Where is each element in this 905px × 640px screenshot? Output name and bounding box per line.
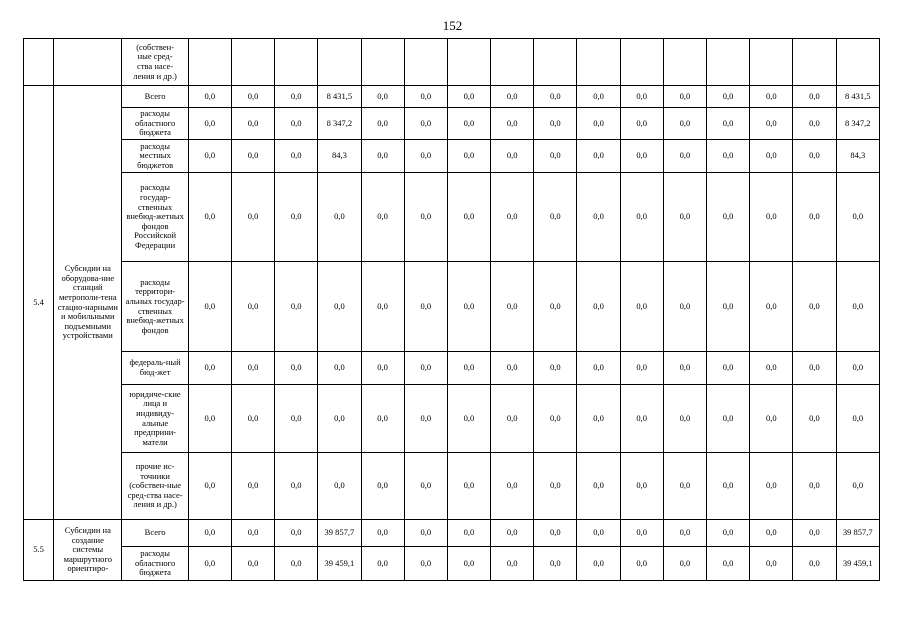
value-cell: 39 459,1 bbox=[318, 547, 361, 581]
value-cell: 0,0 bbox=[707, 385, 750, 453]
value-cell: 0,0 bbox=[534, 520, 577, 547]
value-cell: 0,0 bbox=[620, 385, 663, 453]
value-cell: 0,0 bbox=[491, 86, 534, 108]
table-row bbox=[24, 262, 880, 352]
value-cell: 0,0 bbox=[793, 453, 836, 520]
value-cell: 0,0 bbox=[620, 547, 663, 581]
value-cell bbox=[750, 39, 793, 86]
value-cell: 0,0 bbox=[793, 262, 836, 352]
value-cell: 0,0 bbox=[707, 140, 750, 173]
value-cell: 0,0 bbox=[836, 173, 879, 262]
value-cell: 0,0 bbox=[793, 352, 836, 385]
value-cell: 0,0 bbox=[447, 453, 490, 520]
value-cell: 0,0 bbox=[620, 453, 663, 520]
value-cell: 0,0 bbox=[361, 453, 404, 520]
value-cell: 0,0 bbox=[275, 86, 318, 108]
value-cell: 0,0 bbox=[793, 140, 836, 173]
value-cell: 0,0 bbox=[620, 520, 663, 547]
row-number-cell: 5.4 bbox=[24, 86, 54, 520]
value-cell: 0,0 bbox=[577, 262, 620, 352]
value-cell: 0,0 bbox=[361, 547, 404, 581]
value-cell: 0,0 bbox=[577, 86, 620, 108]
value-cell: 8 347,2 bbox=[318, 108, 361, 140]
value-cell: 8 347,2 bbox=[836, 108, 879, 140]
value-cell: 0,0 bbox=[577, 520, 620, 547]
row-number-cell bbox=[24, 39, 54, 86]
value-cell: 0,0 bbox=[318, 453, 361, 520]
value-cell: 0,0 bbox=[231, 86, 274, 108]
funding-source-cell: юридиче-ские лица и индивиду-альные предприни-матели bbox=[122, 385, 188, 453]
value-cell: 0,0 bbox=[750, 86, 793, 108]
value-cell: 0,0 bbox=[707, 108, 750, 140]
value-cell: 0,0 bbox=[663, 173, 706, 262]
value-cell: 0,0 bbox=[750, 385, 793, 453]
value-cell: 0,0 bbox=[663, 352, 706, 385]
value-cell: 0,0 bbox=[534, 262, 577, 352]
value-cell: 84,3 bbox=[836, 140, 879, 173]
value-cell: 0,0 bbox=[663, 262, 706, 352]
value-cell: 0,0 bbox=[275, 108, 318, 140]
table-row bbox=[24, 547, 880, 581]
value-cell: 0,0 bbox=[750, 453, 793, 520]
value-cell: 0,0 bbox=[231, 140, 274, 173]
value-cell: 0,0 bbox=[275, 140, 318, 173]
value-cell: 0,0 bbox=[663, 520, 706, 547]
value-cell: 0,0 bbox=[620, 108, 663, 140]
value-cell: 0,0 bbox=[707, 86, 750, 108]
value-cell: 0,0 bbox=[534, 108, 577, 140]
value-cell bbox=[836, 39, 879, 86]
value-cell: 0,0 bbox=[404, 108, 447, 140]
funding-source-cell: расходы областного бюджета bbox=[122, 108, 188, 140]
value-cell: 0,0 bbox=[188, 547, 231, 581]
value-cell: 0,0 bbox=[231, 108, 274, 140]
value-cell: 0,0 bbox=[663, 86, 706, 108]
value-cell: 0,0 bbox=[750, 352, 793, 385]
value-cell: 0,0 bbox=[534, 453, 577, 520]
value-cell: 0,0 bbox=[361, 520, 404, 547]
value-cell: 0,0 bbox=[318, 262, 361, 352]
value-cell: 0,0 bbox=[447, 173, 490, 262]
value-cell: 0,0 bbox=[275, 385, 318, 453]
value-cell: 0,0 bbox=[361, 262, 404, 352]
budget-table bbox=[23, 38, 880, 581]
value-cell: 0,0 bbox=[534, 547, 577, 581]
value-cell bbox=[793, 39, 836, 86]
value-cell: 0,0 bbox=[491, 140, 534, 173]
table-row bbox=[24, 108, 880, 140]
funding-source-cell: расходы территори-альных государ-ственных внебюд-жетных фондов bbox=[122, 262, 188, 352]
value-cell: 0,0 bbox=[620, 262, 663, 352]
value-cell: 0,0 bbox=[620, 86, 663, 108]
value-cell bbox=[620, 39, 663, 86]
value-cell: 0,0 bbox=[231, 453, 274, 520]
value-cell: 0,0 bbox=[361, 86, 404, 108]
value-cell: 0,0 bbox=[361, 108, 404, 140]
value-cell: 0,0 bbox=[188, 86, 231, 108]
value-cell: 0,0 bbox=[707, 173, 750, 262]
value-cell: 0,0 bbox=[404, 173, 447, 262]
value-cell: 0,0 bbox=[447, 385, 490, 453]
value-cell: 0,0 bbox=[793, 86, 836, 108]
table-row bbox=[24, 520, 880, 547]
value-cell: 0,0 bbox=[231, 385, 274, 453]
value-cell bbox=[663, 39, 706, 86]
value-cell: 0,0 bbox=[491, 173, 534, 262]
value-cell: 0,0 bbox=[188, 108, 231, 140]
value-cell: 0,0 bbox=[188, 453, 231, 520]
value-cell: 0,0 bbox=[404, 352, 447, 385]
value-cell: 0,0 bbox=[188, 385, 231, 453]
funding-source-cell: Всего bbox=[122, 86, 188, 108]
value-cell: 0,0 bbox=[663, 140, 706, 173]
value-cell: 0,0 bbox=[836, 385, 879, 453]
value-cell: 0,0 bbox=[275, 520, 318, 547]
row-number-cell: 5.5 bbox=[24, 520, 54, 581]
funding-source-cell: Всего bbox=[122, 520, 188, 547]
value-cell: 8 431,5 bbox=[836, 86, 879, 108]
table-row bbox=[24, 140, 880, 173]
value-cell: 0,0 bbox=[620, 352, 663, 385]
funding-source-cell: расходы местных бюджетов bbox=[122, 140, 188, 173]
value-cell: 0,0 bbox=[361, 173, 404, 262]
page-number: 152 bbox=[442, 18, 463, 33]
funding-source-cell: федераль-ный бюд-жет bbox=[122, 352, 188, 385]
value-cell: 0,0 bbox=[577, 547, 620, 581]
value-cell: 8 431,5 bbox=[318, 86, 361, 108]
value-cell: 0,0 bbox=[577, 453, 620, 520]
value-cell bbox=[707, 39, 750, 86]
value-cell: 0,0 bbox=[750, 547, 793, 581]
value-cell: 0,0 bbox=[663, 453, 706, 520]
value-cell bbox=[275, 39, 318, 86]
value-cell: 0,0 bbox=[577, 140, 620, 173]
value-cell: 0,0 bbox=[447, 262, 490, 352]
value-cell bbox=[577, 39, 620, 86]
value-cell: 0,0 bbox=[447, 108, 490, 140]
value-cell: 0,0 bbox=[707, 352, 750, 385]
value-cell: 0,0 bbox=[447, 140, 490, 173]
value-cell: 0,0 bbox=[231, 547, 274, 581]
value-cell: 0,0 bbox=[404, 262, 447, 352]
value-cell: 0,0 bbox=[707, 453, 750, 520]
value-cell: 0,0 bbox=[231, 520, 274, 547]
funding-source-cell: расходы областного бюджета bbox=[122, 547, 188, 581]
value-cell: 0,0 bbox=[707, 547, 750, 581]
value-cell: 0,0 bbox=[491, 262, 534, 352]
value-cell: 0,0 bbox=[577, 352, 620, 385]
value-cell: 0,0 bbox=[836, 453, 879, 520]
table-row bbox=[24, 86, 880, 108]
value-cell: 0,0 bbox=[663, 547, 706, 581]
value-cell: 0,0 bbox=[275, 173, 318, 262]
value-cell: 0,0 bbox=[318, 173, 361, 262]
value-cell: 0,0 bbox=[361, 352, 404, 385]
value-cell: 0,0 bbox=[663, 108, 706, 140]
value-cell bbox=[318, 39, 361, 86]
value-cell: 0,0 bbox=[361, 385, 404, 453]
value-cell: 0,0 bbox=[620, 173, 663, 262]
table-row bbox=[24, 39, 880, 86]
value-cell: 0,0 bbox=[275, 262, 318, 352]
value-cell: 0,0 bbox=[750, 262, 793, 352]
value-cell: 0,0 bbox=[404, 140, 447, 173]
value-cell bbox=[491, 39, 534, 86]
value-cell: 0,0 bbox=[793, 547, 836, 581]
value-cell: 0,0 bbox=[447, 520, 490, 547]
value-cell: 0,0 bbox=[707, 262, 750, 352]
value-cell: 0,0 bbox=[231, 262, 274, 352]
value-cell: 0,0 bbox=[188, 352, 231, 385]
value-cell: 0,0 bbox=[577, 108, 620, 140]
value-cell: 0,0 bbox=[793, 520, 836, 547]
table-row bbox=[24, 352, 880, 385]
value-cell: 0,0 bbox=[275, 547, 318, 581]
value-cell: 0,0 bbox=[447, 547, 490, 581]
table-row bbox=[24, 453, 880, 520]
value-cell bbox=[361, 39, 404, 86]
value-cell: 0,0 bbox=[793, 385, 836, 453]
value-cell: 0,0 bbox=[491, 453, 534, 520]
value-cell: 84,3 bbox=[318, 140, 361, 173]
value-cell: 0,0 bbox=[577, 385, 620, 453]
value-cell: 0,0 bbox=[491, 352, 534, 385]
value-cell: 0,0 bbox=[275, 453, 318, 520]
funding-source-cell: (собствен- ные сред- ства насе- ления и др.) bbox=[122, 39, 188, 86]
value-cell: 39 857,7 bbox=[836, 520, 879, 547]
value-cell: 0,0 bbox=[750, 140, 793, 173]
value-cell: 39 459,1 bbox=[836, 547, 879, 581]
value-cell bbox=[447, 39, 490, 86]
value-cell: 0,0 bbox=[404, 86, 447, 108]
value-cell: 0,0 bbox=[663, 385, 706, 453]
value-cell: 0,0 bbox=[275, 352, 318, 385]
value-cell bbox=[404, 39, 447, 86]
value-cell: 0,0 bbox=[231, 352, 274, 385]
value-cell: 0,0 bbox=[534, 385, 577, 453]
value-cell: 39 857,7 bbox=[318, 520, 361, 547]
value-cell: 0,0 bbox=[707, 520, 750, 547]
value-cell: 0,0 bbox=[534, 86, 577, 108]
value-cell: 0,0 bbox=[447, 86, 490, 108]
value-cell: 0,0 bbox=[836, 262, 879, 352]
value-cell: 0,0 bbox=[188, 520, 231, 547]
value-cell: 0,0 bbox=[750, 173, 793, 262]
value-cell: 0,0 bbox=[361, 140, 404, 173]
value-cell: 0,0 bbox=[404, 453, 447, 520]
table-row bbox=[24, 173, 880, 262]
value-cell: 0,0 bbox=[318, 385, 361, 453]
measure-name-cell: Субсидии на создание системы маршрутного ориентиро- bbox=[54, 520, 122, 581]
value-cell: 0,0 bbox=[793, 108, 836, 140]
value-cell: 0,0 bbox=[836, 352, 879, 385]
value-cell: 0,0 bbox=[491, 385, 534, 453]
value-cell: 0,0 bbox=[404, 385, 447, 453]
value-cell: 0,0 bbox=[188, 173, 231, 262]
value-cell: 0,0 bbox=[491, 547, 534, 581]
measure-name-cell bbox=[54, 39, 122, 86]
value-cell: 0,0 bbox=[404, 547, 447, 581]
value-cell: 0,0 bbox=[491, 520, 534, 547]
value-cell bbox=[231, 39, 274, 86]
value-cell: 0,0 bbox=[188, 262, 231, 352]
value-cell: 0,0 bbox=[534, 173, 577, 262]
value-cell: 0,0 bbox=[793, 173, 836, 262]
value-cell: 0,0 bbox=[534, 352, 577, 385]
value-cell: 0,0 bbox=[491, 108, 534, 140]
value-cell: 0,0 bbox=[534, 140, 577, 173]
measure-name-cell: Субсидии на оборудова-ние станций метрополи-тена стацио-нарными и мобильными подъемными устройствами bbox=[54, 86, 122, 520]
funding-source-cell: расходы государ-ственных внебюд-жетных фондов Российской Федерации bbox=[122, 173, 188, 262]
value-cell: 0,0 bbox=[620, 140, 663, 173]
value-cell: 0,0 bbox=[447, 352, 490, 385]
table-row bbox=[24, 385, 880, 453]
value-cell: 0,0 bbox=[231, 173, 274, 262]
value-cell: 0,0 bbox=[318, 352, 361, 385]
funding-source-cell: прочие ис-точники (собствен-ные сред-ства насе-ления и др.) bbox=[122, 453, 188, 520]
value-cell: 0,0 bbox=[188, 140, 231, 173]
value-cell: 0,0 bbox=[404, 520, 447, 547]
value-cell: 0,0 bbox=[577, 173, 620, 262]
value-cell: 0,0 bbox=[750, 520, 793, 547]
value-cell bbox=[188, 39, 231, 86]
value-cell: 0,0 bbox=[750, 108, 793, 140]
value-cell bbox=[534, 39, 577, 86]
